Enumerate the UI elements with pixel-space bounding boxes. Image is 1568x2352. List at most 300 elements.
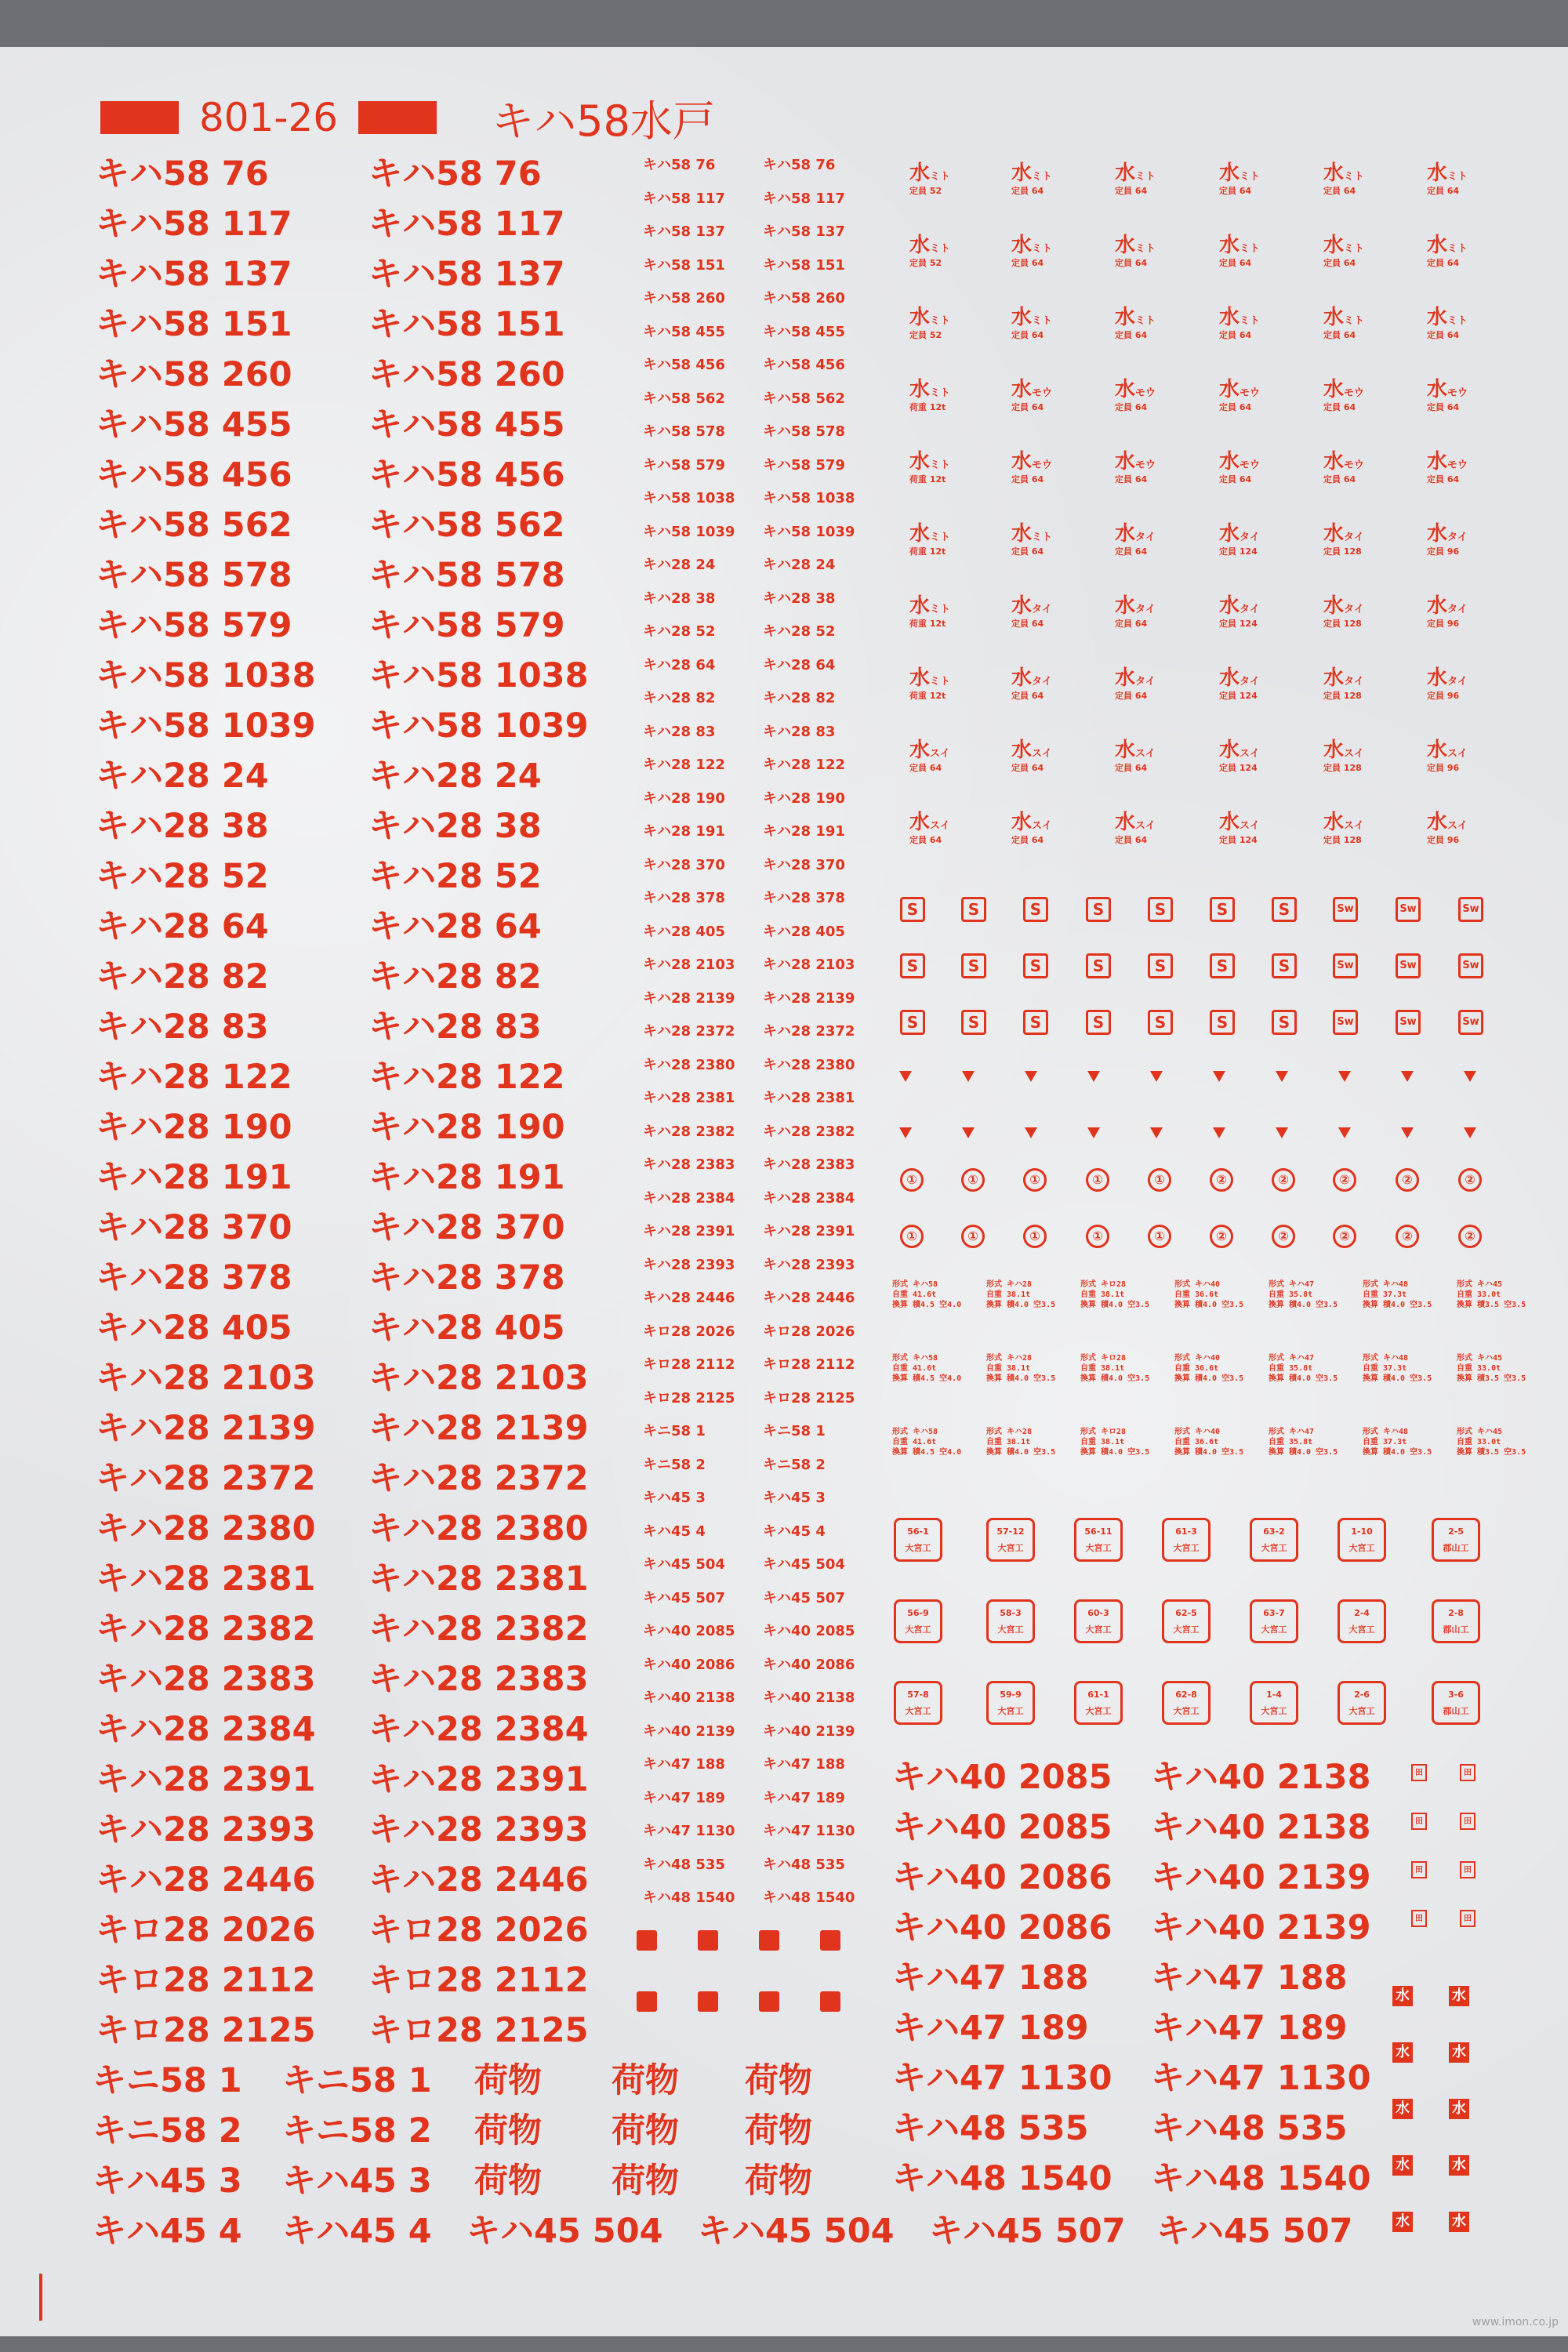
car-number-decal: キハ28 190 [368,1108,565,1147]
spec-line: 自重 33.0t [1457,1438,1501,1446]
small-number-decal: キハ28 2139 [643,989,735,1007]
depot-mark [1427,734,1468,774]
depot-kanji: 水 [1323,306,1345,329]
depot-mark [1427,301,1468,341]
car-number-decal: キハ28 2139 [368,1409,589,1448]
depot-mark [1115,373,1156,413]
car-number-decal: キハ28 405 [368,1308,565,1348]
small-window-mark: 田 [1411,1861,1427,1878]
car-number-decal: キハ28 2384 [368,1710,589,1749]
car-number-decal: 荷物 [745,2061,812,2100]
plate-works: 大宮工 [1085,1543,1112,1553]
car-number-decal: キハ45 507 [929,2212,1126,2251]
plate-number: 2-6 [1354,1690,1370,1700]
depot-code: タイ [1240,604,1260,615]
plate-number: 58-3 [1000,1608,1022,1618]
capacity-text: 定員 52 [909,186,942,196]
depot-water-mark: 水 [1392,2099,1413,2119]
depot-mark [1115,806,1156,846]
car-number-decal: キハ58 1039 [368,706,589,746]
s-mark: S [961,953,986,978]
capacity-text: 定員 128 [1323,763,1362,773]
car-number-decal: キハ28 370 [368,1208,565,1247]
spec-line: 自重 33.0t [1457,1364,1501,1373]
spec-mark [1457,1353,1526,1384]
builder-plate-mark [986,1518,1035,1562]
depot-kanji: 水 [1427,450,1448,474]
circled-number-mark: ② [1272,1168,1295,1192]
spec-line: 形式 キハ28 [986,1280,1033,1289]
small-number-decal: キハ48 1540 [643,1889,735,1906]
depot-mark [1011,662,1052,702]
depot-mark [1219,662,1260,702]
spec-line: 換算 積4.0 空3.5 [1174,1301,1244,1309]
capacity-text: 定員 64 [1427,402,1460,412]
depot-code: スイ [1240,748,1260,760]
spec-line: 換算 積4.0 空3.5 [1269,1301,1338,1309]
depot-mark [1427,445,1468,485]
depot-kanji: 水 [1219,811,1240,834]
depot-kanji: 水 [1427,522,1448,546]
spec-line: 換算 積4.0 空3.5 [1080,1448,1150,1457]
capacity-text: 定員 128 [1323,546,1362,557]
small-number-decal: キハ47 188 [763,1756,845,1773]
plate-number: 60-3 [1087,1608,1109,1618]
depot-code: ミト [1447,243,1468,255]
plate-number: 61-3 [1175,1526,1197,1537]
depot-code: ミト [930,171,951,183]
s-mark: S [1210,953,1235,978]
small-number-decal: キハ28 24 [643,557,716,573]
depot-mark [909,229,950,269]
plate-number: 57-12 [996,1526,1025,1537]
small-number-decal: キハ28 370 [763,856,845,873]
spec-line: 換算 積4.0 空3.5 [1080,1301,1150,1309]
plate-works: 大宮工 [905,1706,931,1716]
small-number-decal: キハ28 405 [763,923,845,940]
spec-line: 自重 37.3t [1363,1438,1407,1446]
depot-kanji: 水 [909,811,931,834]
depot-mark [1427,157,1468,197]
sheet-code: 801-26 [199,95,339,140]
spec-mark [1174,1353,1243,1384]
depot-kanji: 水 [1219,378,1240,401]
capacity-text: 定員 64 [1115,835,1148,845]
spec-line: 換算 積4.0 空3.5 [1363,1301,1432,1309]
small-number-decal: キハ28 2446 [763,1290,855,1306]
s-mark: Sw [1396,953,1421,978]
depot-mark [1323,806,1364,846]
spec-line: 換算 積4.0 空3.5 [1080,1374,1150,1383]
triangle-mark [1338,1071,1351,1082]
small-number-decal: キハ28 64 [643,656,716,673]
builder-plate-mark [1338,1599,1386,1643]
depot-code: タイ [1032,604,1052,615]
car-number-decal: キハ28 2393 [368,1810,589,1849]
depot-mark [1115,301,1156,341]
car-number-decal: キハ58 455 [368,405,565,445]
depot-mark [1427,590,1468,630]
car-number-decal: キハ28 64 [96,907,269,946]
depot-kanji: 水 [1323,739,1345,762]
depot-kanji: 水 [1219,522,1240,546]
depot-mark [1011,590,1052,630]
car-number-decal: キハ45 4 [282,2212,432,2251]
spec-line: 自重 41.6t [892,1438,937,1446]
depot-mark [1323,229,1364,269]
depot-mark [1219,301,1260,341]
spec-line: 自重 38.1t [986,1438,1031,1446]
spec-line: 自重 37.3t [1363,1364,1407,1373]
plate-works: 大宮工 [905,1624,931,1635]
depot-code: ミト [1032,171,1053,183]
small-number-decal: キハ48 535 [643,1856,725,1873]
small-number-decal: キハ40 2086 [643,1656,735,1673]
small-number-decal: キハ45 4 [763,1523,826,1540]
depot-mark [1219,157,1260,197]
s-mark: S [961,1010,986,1035]
car-number-decal: キハ28 24 [96,757,269,796]
depot-kanji: 水 [1323,811,1345,834]
circled-number-mark: ① [1086,1168,1109,1192]
plate-works: 大宮工 [997,1706,1024,1716]
depot-mark [1323,301,1364,341]
small-number-decal: キハ28 191 [763,823,845,840]
small-number-decal: キハ28 2391 [643,1223,735,1240]
depot-mark [1219,734,1260,774]
plate-works: 大宮工 [1173,1624,1200,1635]
small-number-decal: キハ28 2446 [643,1290,735,1306]
triangle-mark [1025,1127,1037,1138]
car-number-decal: キハ28 405 [96,1308,292,1348]
depot-code: ミト [1032,315,1053,327]
car-number-decal: キハ40 2138 [1151,1808,1371,1847]
car-number-decal: キハ28 64 [368,907,542,946]
depot-water-mark: 水 [1392,2042,1413,2063]
small-number-decal: キハ28 83 [763,723,836,740]
depot-kanji: 水 [1323,162,1345,185]
depot-mark [1219,373,1260,413]
capacity-text: 定員 64 [1219,474,1252,485]
s-mark: Sw [1458,897,1483,922]
depot-kanji: 水 [909,162,931,185]
spec-line: 換算 積4.0 空3.5 [1174,1374,1244,1383]
small-number-decal: キハ28 52 [643,623,716,640]
spec-line: 自重 38.1t [986,1290,1031,1299]
s-mark: S [1210,897,1235,922]
spec-line: 自重 36.6t [1174,1438,1219,1446]
spec-line: 形式 キハ40 [1174,1354,1221,1363]
car-number-decal: キハ48 535 [1151,2109,1348,2148]
capacity-text: 定員 124 [1219,691,1258,701]
depot-code: ミト [1447,315,1468,327]
small-number-decal: キハ45 4 [643,1523,706,1540]
seal-mark [637,1991,657,2012]
small-number-decal: キハ58 455 [763,323,845,340]
car-number-decal: キハ58 117 [368,205,565,244]
car-number-decal: キロ28 2125 [96,2011,316,2050]
spec-mark [1363,1353,1432,1384]
plate-works: 大宮工 [997,1624,1024,1635]
s-mark: Sw [1333,953,1358,978]
depot-kanji: 水 [909,666,931,690]
depot-code: ミト [930,604,951,615]
depot-code: モウ [1344,387,1365,399]
depot-code: ミト [1447,171,1468,183]
seal-mark [637,1930,657,1951]
car-number-decal: キハ48 1540 [892,2159,1112,2198]
small-number-decal: キハ58 117 [763,190,845,207]
car-number-decal: キハ28 2380 [96,1509,316,1548]
capacity-text: 定員 64 [1011,402,1044,412]
car-number-decal: キニ58 2 [93,2111,242,2151]
depot-kanji: 水 [1427,162,1448,185]
capacity-text: 定員 128 [1323,691,1362,701]
small-number-decal: キハ47 188 [643,1756,725,1773]
depot-kanji: 水 [1219,666,1240,690]
depot-code: スイ [1447,748,1468,760]
small-number-decal: キハ28 378 [763,890,845,906]
depot-mark [1323,517,1364,557]
depot-code: モウ [1135,459,1156,471]
plate-number: 57-8 [907,1690,929,1700]
circled-number-mark: ② [1458,1225,1482,1248]
depot-mark [1219,445,1260,485]
depot-kanji: 水 [1115,306,1136,329]
spec-line: 自重 33.0t [1457,1290,1501,1299]
header-bar-right [358,101,437,134]
car-number-decal: キニ58 1 [282,2061,432,2100]
capacity-text: 定員 64 [1011,763,1044,773]
circled-number-mark: ② [1333,1168,1356,1192]
capacity-text: 定員 128 [1323,619,1362,629]
builder-plate-mark [894,1518,942,1562]
capacity-text: 定員 64 [1011,330,1044,340]
car-number-decal: キハ48 1540 [1151,2159,1371,2198]
spec-line: 換算 積4.0 空3.5 [1174,1448,1244,1457]
circled-number-mark: ② [1396,1225,1419,1248]
depot-kanji: 水 [909,234,931,257]
builder-plate-mark [986,1681,1035,1725]
spec-line: 形式 キハ58 [892,1280,938,1289]
s-mark: S [1086,1010,1111,1035]
capacity-text: 定員 96 [1427,763,1460,773]
capacity-text: 荷重 12t [909,546,946,557]
capacity-text: 定員 96 [1427,619,1460,629]
builder-plate-mark [1250,1599,1298,1643]
small-number-decal: キハ28 2381 [763,1090,855,1106]
depot-code: タイ [1135,604,1156,615]
small-number-decal: キハ28 64 [763,656,836,673]
plate-number: 1-10 [1351,1526,1373,1537]
capacity-text: 定員 64 [1011,258,1044,268]
depot-mark [1115,734,1156,774]
plate-works: 大宮工 [1085,1624,1112,1635]
car-number-decal: キハ28 2382 [368,1610,589,1649]
depot-kanji: 水 [909,450,931,474]
spec-line: 自重 38.1t [1080,1290,1125,1299]
capacity-text: 荷重 12t [909,402,946,412]
car-number-decal: キハ40 2085 [892,1758,1112,1797]
depot-code: モウ [1240,387,1261,399]
car-number-decal: キハ58 1038 [96,656,316,695]
capacity-text: 定員 64 [1115,619,1148,629]
depot-mark [1115,445,1156,485]
car-number-decal: キハ58 578 [96,556,292,595]
small-number-decal: キハ58 151 [643,256,725,274]
plate-works: 大宮工 [997,1543,1024,1553]
s-mark: S [961,897,986,922]
small-number-decal: キニ58 2 [643,1456,706,1473]
car-number-decal: キハ28 24 [368,757,542,796]
car-number-decal: キロ28 2112 [368,1961,589,2000]
car-number-decal: キハ58 151 [96,305,292,344]
capacity-text: 定員 96 [1427,546,1460,557]
depot-code: ミト [1135,315,1156,327]
depot-mark [1115,517,1156,557]
capacity-text: 定員 64 [1323,258,1356,268]
depot-mark [1427,806,1468,846]
car-number-decal: キハ58 76 [368,154,542,194]
seal-mark [820,1930,840,1951]
car-number-decal: キハ28 2384 [96,1710,316,1749]
triangle-mark [1150,1127,1163,1138]
builder-plate-mark [1074,1599,1123,1643]
car-number-decal: キニ58 1 [93,2061,242,2100]
car-number-decal: キハ28 2382 [96,1610,316,1649]
plate-number: 63-7 [1263,1608,1285,1618]
capacity-text: 定員 64 [1115,763,1148,773]
plate-works: 郡山工 [1443,1543,1469,1553]
depot-code: タイ [1135,532,1156,543]
triangle-mark [1150,1071,1163,1082]
depot-code: モウ [1032,387,1053,399]
circled-number-mark: ② [1210,1225,1233,1248]
small-number-decal: キハ28 2384 [643,1189,735,1207]
spec-line: 自重 38.1t [1080,1438,1125,1446]
depot-kanji: 水 [1115,594,1136,618]
car-number-decal: キハ58 137 [96,255,292,294]
spec-line: 換算 積4.0 空3.5 [1269,1448,1338,1457]
s-mark: S [900,953,925,978]
small-window-mark: 田 [1411,1813,1427,1830]
builder-plate-mark [1250,1681,1298,1725]
car-number-decal: キハ45 4 [93,2212,242,2251]
capacity-text: 定員 64 [1011,546,1044,557]
depot-mark [1323,662,1364,702]
small-number-decal: キハ40 2085 [643,1623,735,1639]
s-mark: S [1272,1010,1297,1035]
depot-kanji: 水 [1011,234,1033,257]
depot-kanji: 水 [1219,594,1240,618]
capacity-text: 定員 64 [1219,186,1252,196]
triangle-mark [899,1071,912,1082]
depot-kanji: 水 [1115,450,1136,474]
capacity-text: 定員 52 [909,330,942,340]
car-number-decal: キハ45 504 [698,2212,895,2251]
depot-mark [1011,517,1052,557]
car-number-decal: キハ40 2139 [1151,1908,1371,1947]
depot-code: ミト [1240,243,1261,255]
car-number-decal: キハ28 370 [96,1208,292,1247]
seal-mark [698,1991,718,2012]
small-number-decal: キハ28 378 [643,890,725,906]
spec-line: 換算 積4.0 空3.5 [1363,1448,1432,1457]
capacity-text: 定員 124 [1219,546,1258,557]
car-number-decal: キハ28 38 [96,807,269,846]
depot-mark [1011,301,1052,341]
spec-line: 形式 キハ40 [1174,1428,1221,1436]
depot-code: ミト [1032,532,1053,543]
circled-number-mark: ① [961,1225,985,1248]
depot-mark [1011,445,1052,485]
depot-kanji: 水 [1323,666,1345,690]
small-number-decal: キハ58 260 [763,290,845,307]
small-number-decal: キハ28 2382 [763,1123,855,1140]
small-number-decal: キハ28 2103 [763,956,855,973]
capacity-text: 定員 64 [1323,330,1356,340]
car-number-decal: キハ58 578 [368,556,565,595]
depot-kanji: 水 [1219,450,1240,474]
small-number-decal: キハ47 1130 [763,1823,855,1839]
circled-number-mark: ② [1272,1225,1295,1248]
car-number-decal: キハ45 3 [282,2161,432,2201]
builder-plate-mark [1432,1681,1480,1725]
small-number-decal: キハ58 456 [643,357,725,373]
depot-code: スイ [1032,820,1052,832]
depot-mark [1323,157,1364,197]
depot-code: タイ [1344,604,1364,615]
depot-kanji: 水 [1427,594,1448,618]
depot-code: モウ [1032,459,1053,471]
small-number-decal: キハ58 456 [763,357,845,373]
small-number-decal: キハ58 76 [763,157,836,173]
car-number-decal: キハ58 579 [368,606,565,645]
depot-kanji: 水 [909,306,931,329]
depot-kanji: 水 [1115,378,1136,401]
depot-mark [1323,590,1364,630]
depot-mark [909,734,950,774]
s-mark: Sw [1396,1010,1421,1035]
car-number-decal: 荷物 [474,2061,542,2100]
capacity-text: 定員 96 [1427,835,1460,845]
depot-kanji: 水 [1323,522,1345,546]
small-number-decal: キハ58 137 [763,223,845,240]
plate-works: 大宮工 [1348,1543,1375,1553]
car-number-decal: キハ28 191 [368,1158,565,1197]
car-number-decal: キハ45 507 [1156,2212,1353,2251]
builder-plate-mark [1250,1518,1298,1562]
small-number-decal: キハ47 189 [763,1789,845,1806]
s-mark: S [1272,953,1297,978]
spec-line: 換算 積4.5 空4.0 [892,1301,962,1309]
small-number-decal: キハ45 3 [763,1490,826,1506]
triangle-mark [1087,1071,1100,1082]
spec-line: 換算 積4.5 空4.0 [892,1448,962,1457]
builder-plate-mark [1338,1518,1386,1562]
triangle-mark [1276,1127,1288,1138]
depot-code: スイ [1344,748,1364,760]
small-number-decal: キハ28 2383 [763,1156,855,1173]
small-number-decal: キハ28 2380 [643,1056,735,1073]
depot-kanji: 水 [1115,666,1136,690]
small-number-decal: キハ58 260 [643,290,725,307]
depot-code: モウ [1135,387,1156,399]
car-number-decal: キハ58 260 [96,355,292,394]
depot-mark [1219,517,1260,557]
s-mark: Sw [1333,1010,1358,1035]
spec-line: 自重 36.6t [1174,1364,1219,1373]
